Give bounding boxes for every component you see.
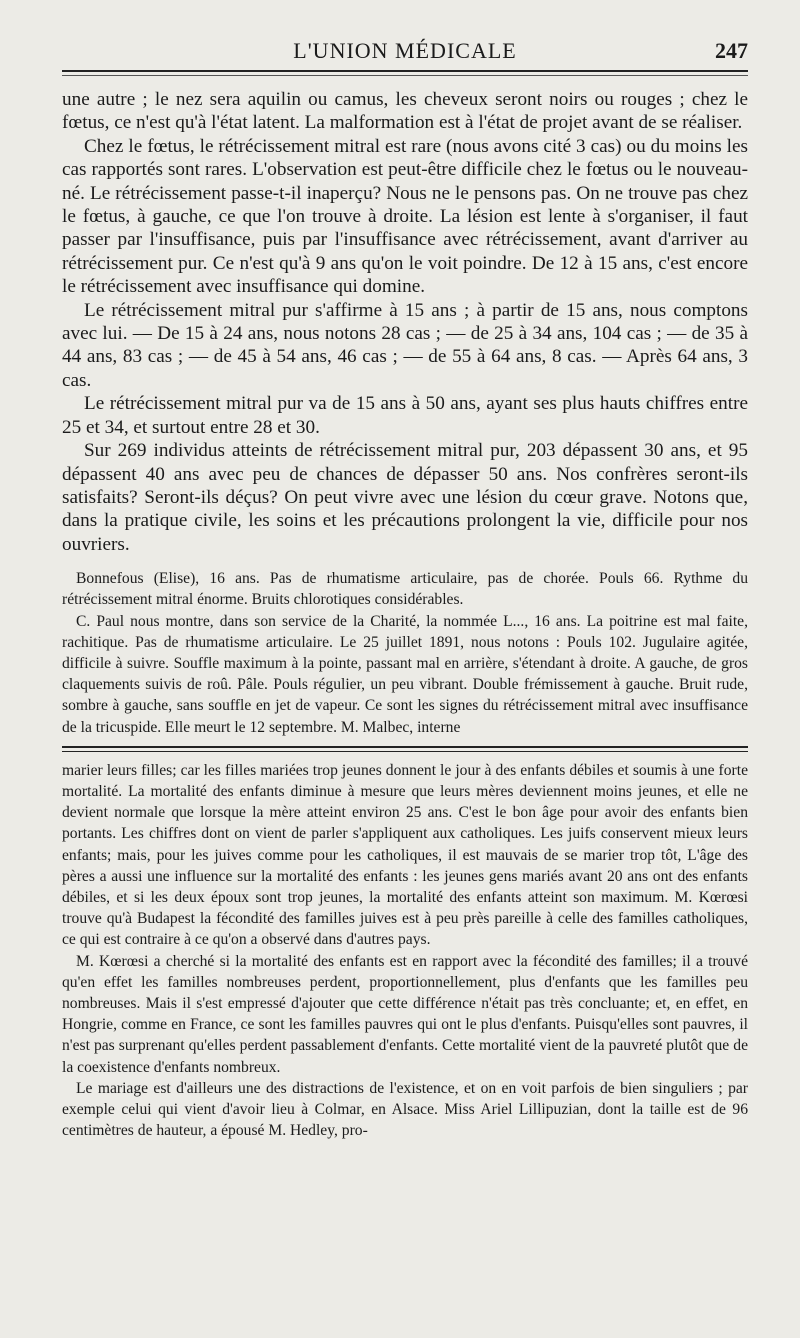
observations bbox=[62, 568, 748, 738]
paragraph: Le rétrécissement mitral pur s'affirme à 15 ans ; à partir de 15 ans, nous comptons avec lui. — De 15 à 24 ans, nous notons 28 cas ; — de 25 à 34 ans, 104 cas ; — de 35 à 44 ans, 83 cas ; — de 45 à 54 ans, 46 cas ; — de 55 à 64 ans, 8 cas. — Après 64 ans, 3 cas. bbox=[62, 299, 748, 391]
feuilleton bbox=[62, 760, 748, 1142]
main-article bbox=[62, 88, 748, 556]
feuilleton-paragraph: Le mariage est d'ailleurs une des distractions de l'existence, et on en voit parfois de bien singuliers ; par exemple celui qui vient d'avoir lieu à Colmar, en Alsace. Miss Ariel Lillipuzian, dont la taille est de 96 centimètres de hauteur, a épousé M. Hedley, pro- bbox=[62, 1079, 748, 1140]
paragraph: Le rétrécissement mitral pur va de 15 ans à 50 ans, ayant ses plus hauts chiffres entre 25 et 34, et surtout entre 28 et 30. bbox=[62, 393, 748, 438]
paragraph: une autre ; le nez sera aquilin ou camus, les cheveux seront noirs ou rouges ; chez le fœtus, ce n'est qu'à l'état latent. La malformation est à l'état de projet avant de se réaliser. bbox=[62, 89, 748, 134]
paragraph: Sur 269 individus atteints de rétrécissement mitral pur, 203 dépassent 30 ans, et 95 dépassent 40 ans avec peu de chances de dépasser 50 ans. Nos confrères seront-ils satisfaits? Seront-ils déçus? On peut vivre avec une lésion du cœur grave. Notons que, dans la pratique civile, les soins et les précautions prolongent la vie, difficile pour nos ouvriers. bbox=[62, 440, 748, 555]
page-number: 247 bbox=[715, 38, 748, 63]
journal-title: L'UNION MÉDICALE bbox=[293, 38, 517, 63]
observation-paragraph: C. Paul nous montre, dans son service de la Charité, la nommée L..., 16 ans. La poitrine est mal faite, rachitique. Pas de rhumatisme articulaire. Le 25 juillet 1891, nous notons : Pouls 102. Jugulaire agitée, difficile à suivre. Souffle maximum à la pointe, passant mal en arrière, s'étendant à droite. A gauche, de gros claquements suivis de roû. Pâle. Pouls régulier, un peu vibrant. Double frémissement à gauche. Bruit rude, sombre à gauche, sans souffle en jet de vapeur. Ce sont les signes du rétrécissement mitral avec insuffisance de la tricuspide. Elle meurt le 12 septembre. M. Malbec, interne bbox=[62, 612, 748, 736]
header-rule bbox=[62, 75, 748, 76]
paragraph: Chez le fœtus, le rétrécissement mitral est rare (nous avons cité 3 cas) ou du moins les cas rapportés sont rares. L'observation est peut-être difficile chez le fœtus ou le nouveau-né. Le rétrécissement passe-t-il inaperçu? Nous ne le pensons pas. On ne trouve pas chez le fœtus, à gauche, ce que l'on trouve à droite. La lésion est lente à s'organiser, il faut passer par l'insuffisance, puis par l'insuffisance avec rétrécissement, avant d'arriver au rétrécissement pur. Ce n'est qu'à 9 ans qu'on le voit poindre. De 12 à 15 ans, c'est encore le rétrécissement avec insuffisance qui domine. bbox=[62, 135, 748, 298]
observation-paragraph: Bonnefous (Elise), 16 ans. Pas de rhumatisme articulaire, pas de chorée. Pouls 66. Rythme du rétrécissement mitral énorme. Bruits chlorotiques considérables. bbox=[62, 570, 748, 609]
feuilleton-separator bbox=[62, 746, 748, 752]
running-header bbox=[62, 38, 748, 72]
feuilleton-paragraph: M. Kœrœsi a cherché si la mortalité des enfants est en rapport avec la fécondité des familles; il a trouvé qu'en effet les familles nombreuses perdent, proportionnellement, plus d'enfants que les familles peu nombreuses. Mais il s'est empressé d'ajouter que cette différence n'était pas très concluante; et, en effet, en Hongrie, comme en France, ce sont les familles pauvres qui ont le plus d'enfants. Puisqu'elles sont pauvres, il n'est pas surprenant qu'elles perdent passablement d'enfants. Cette mortalité vient de la pauvreté plutôt que de la coexistence d'enfants nombreux. bbox=[62, 952, 748, 1076]
feuilleton-paragraph: marier leurs filles; car les filles mariées trop jeunes donnent le jour à des enfants débiles et soumis à une forte mortalité. La mortalité des enfants diminue à mesure que leurs mères deviennent moins jeunes, et elle ne devient normale que lorsque la mère atteint environ 25 ans. C'est le bon âge pour avoir des enfants bien portants. Les chiffres dont on vient de parler s'appliquent aux catholiques. Les juifs conservent mieux leurs enfants; mais, pour les juives comme pour les catholiques, il est mauvais de se marier trop tôt, L'âge des pères a aussi une influence sur la mortalité des enfants : les jeunes gens mariés avant 20 ans ont des enfants débiles, et si les deux époux sont trop jeunes, la mortalité des enfants atteint son maximum. M. Kœrœsi trouve qu'à Budapest la fécondité des familles juives est à peu près pareille à celle des familles catholiques, ce qui est contraire à ce qu'on a observé dans d'autres pays. bbox=[62, 761, 748, 949]
